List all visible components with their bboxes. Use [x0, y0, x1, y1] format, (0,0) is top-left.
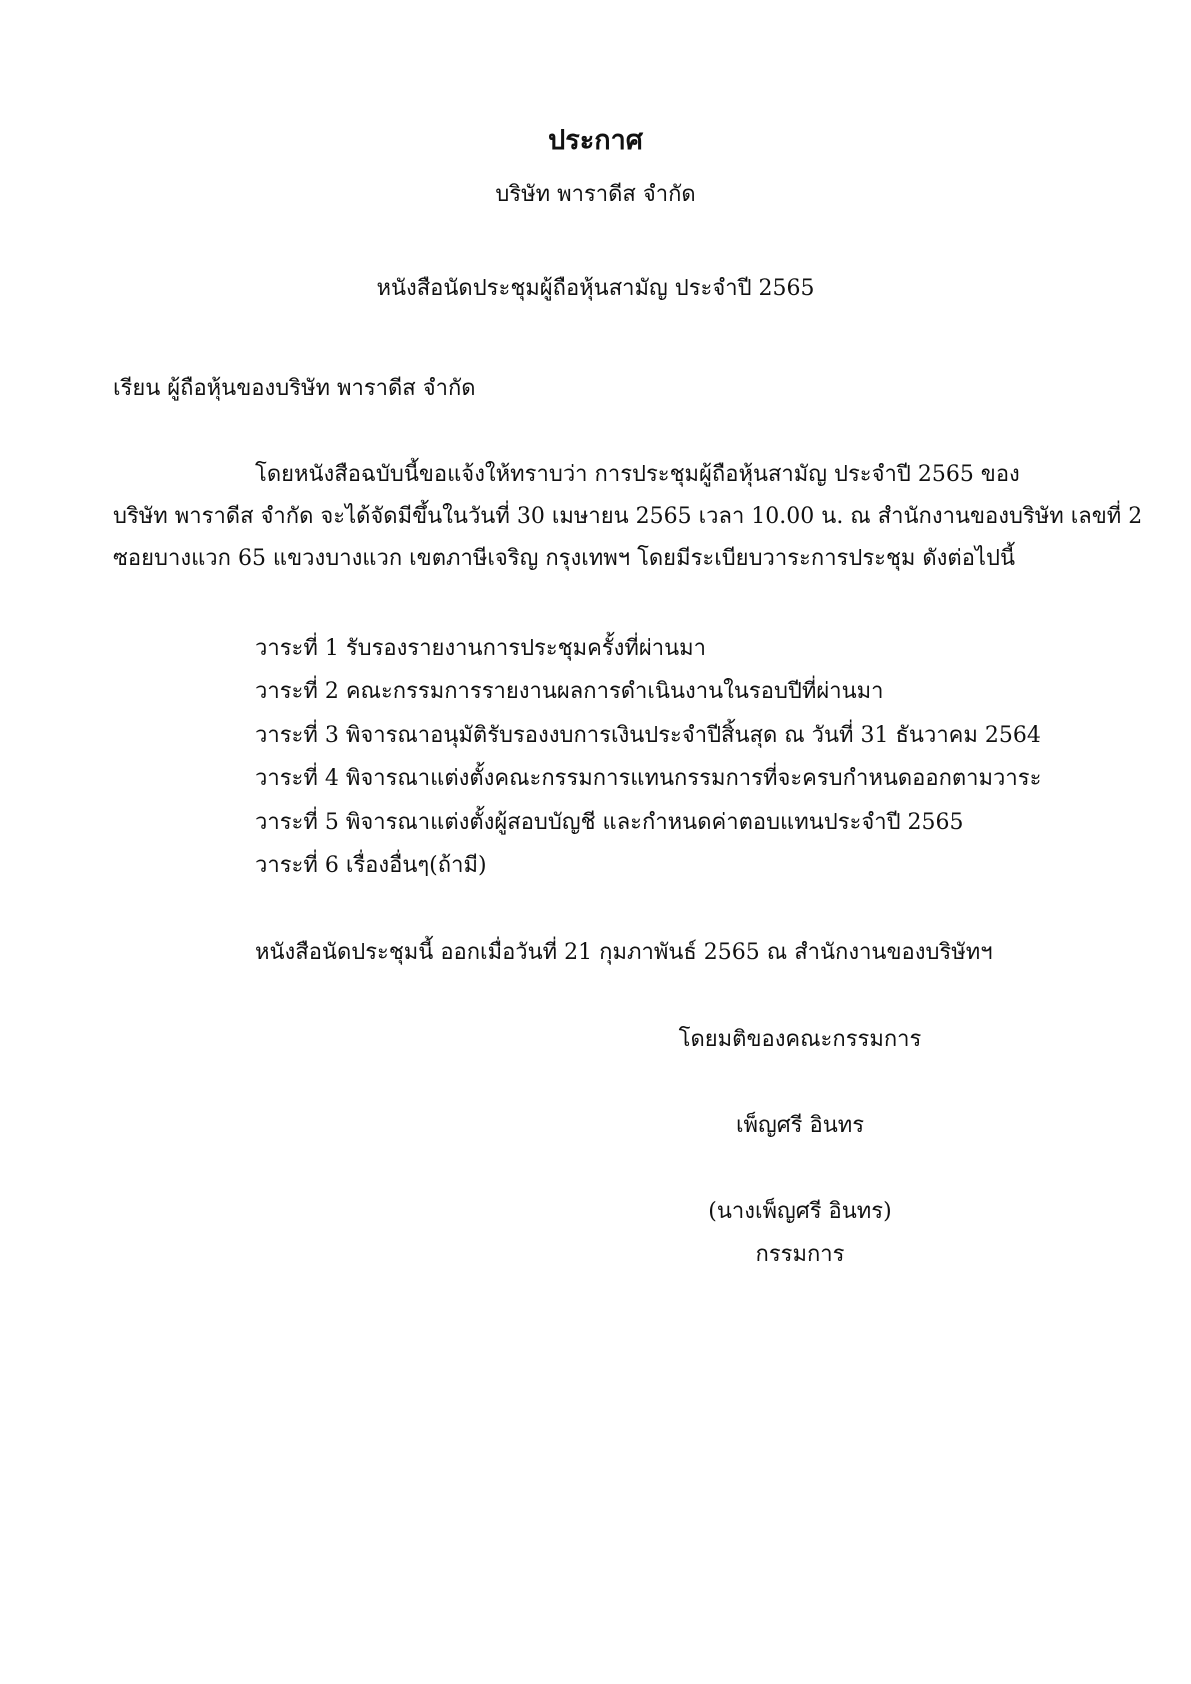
agenda-item-4: วาระที่ 4 พิจารณาแต่งตั้งคณะกรรมการแทนกรรมการที่จะครบกำหนดออกตามวาระ	[255, 766, 1042, 791]
issued-note: หนังสือนัดประชุมนี้ ออกเมื่อวันที่ 21 กุมภาพันธ์ 2565 ณ สำนักงานของบริษัทฯ	[255, 940, 993, 965]
document-subject: หนังสือนัดประชุมผู้ถือหุ้นสามัญ ประจำปี 2565	[376, 276, 815, 301]
agenda-item-2: วาระที่ 2 คณะกรรมการรายงานผลการดำเนินงานในรอบปีที่ผ่านมา	[255, 679, 884, 704]
board-resolution-label: โดยมติของคณะกรรมการ	[678, 1027, 922, 1052]
signer-position: กรรมการ	[755, 1242, 845, 1267]
document-title: ประกาศ	[548, 125, 643, 156]
signer-full-name: (นางเพ็ญศรี อินทร)	[708, 1199, 892, 1224]
agenda-item-1: วาระที่ 1 รับรองรายงานการประชุมครั้งที่ผ่านมา	[255, 636, 707, 661]
agenda-item-3: วาระที่ 3 พิจารณาอนุมัติรับรองงบการเงินประจำปีสิ้นสุด ณ วันที่ 31 ธันวาคม 2564	[255, 723, 1041, 748]
agenda-item-6: วาระที่ 6 เรื่องอื่นๆ(ถ้ามี)	[255, 853, 487, 878]
agenda-item-5: วาระที่ 5 พิจารณาแต่งตั้งผู้สอบบัญชี และกำหนดค่าตอบแทนประจำปี 2565	[255, 810, 964, 835]
salutation: เรียน ผู้ถือหุ้นของบริษัท พาราดีส จำกัด	[113, 376, 476, 401]
body-line-3: ซอยบางแวก 65 แขวงบางแวก เขตภาษีเจริญ กรุงเทพฯ โดยมีระเบียบวาระการประชุม ดังต่อไปนี้	[113, 546, 1015, 571]
signature-name: เพ็ญศรี อินทร	[735, 1113, 865, 1138]
body-line-1: โดยหนังสือฉบับนี้ขอแจ้งให้ทราบว่า การประชุมผู้ถือหุ้นสามัญ ประจำปี 2565 ของ	[255, 462, 1020, 487]
company-name: บริษัท พาราดีส จำกัด	[495, 182, 696, 207]
body-line-2: บริษัท พาราดีส จำกัด จะได้จัดมีขึ้นในวันที่ 30 เมษายน 2565 เวลา 10.00 น. ณ สำนักงานของบริษัท เลขที่ 2	[113, 504, 1143, 529]
